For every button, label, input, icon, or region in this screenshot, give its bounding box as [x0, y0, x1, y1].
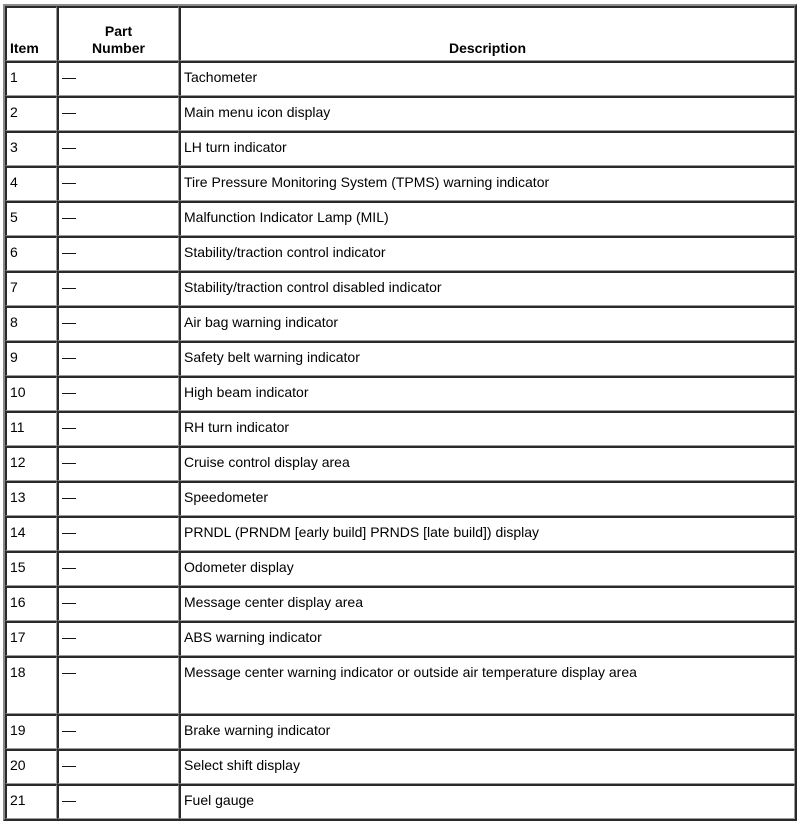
row-description: Odometer display [179, 551, 795, 586]
row-description: Tire Pressure Monitoring System (TPMS) warning indicator [179, 166, 795, 201]
row-part-number: — [57, 306, 179, 341]
row-part-number: — [57, 656, 179, 714]
row-description: Speedometer [179, 481, 795, 516]
table-row [5, 96, 795, 131]
row-part-number: — [57, 61, 179, 96]
table-row [5, 341, 795, 376]
parts-table-container [3, 4, 797, 821]
row-description: Tachometer [179, 61, 795, 96]
row-description: Safety belt warning indicator [179, 341, 795, 376]
row-item: 21 [5, 784, 57, 819]
row-description: Message center display area [179, 586, 795, 621]
row-part-number: — [57, 341, 179, 376]
row-description: Stability/traction control indicator [179, 236, 795, 271]
row-part-number: — [57, 714, 179, 749]
table-body [5, 61, 795, 819]
table-row [5, 749, 795, 784]
row-description: Cruise control display area [179, 446, 795, 481]
table-row [5, 411, 795, 446]
row-item: 2 [5, 96, 57, 131]
row-part-number: — [57, 586, 179, 621]
row-part-number: — [57, 376, 179, 411]
row-item: 9 [5, 341, 57, 376]
row-description: PRNDL (PRNDM [early build] PRNDS [late build]) display [179, 516, 795, 551]
row-part-number: — [57, 749, 179, 784]
table-row [5, 166, 795, 201]
row-description: High beam indicator [179, 376, 795, 411]
parts-table [3, 4, 797, 821]
row-description: Malfunction Indicator Lamp (MIL) [179, 201, 795, 236]
row-item: 19 [5, 714, 57, 749]
table-row [5, 271, 795, 306]
row-item: 12 [5, 446, 57, 481]
row-item: 14 [5, 516, 57, 551]
row-part-number: — [57, 446, 179, 481]
row-part-number: — [57, 411, 179, 446]
row-description: Fuel gauge [179, 784, 795, 819]
row-description: Select shift display [179, 749, 795, 784]
row-item: 3 [5, 131, 57, 166]
row-description: Stability/traction control disabled indicator [179, 271, 795, 306]
row-part-number: — [57, 551, 179, 586]
row-item: 17 [5, 621, 57, 656]
row-item: 13 [5, 481, 57, 516]
table-row [5, 516, 795, 551]
row-item: 10 [5, 376, 57, 411]
table-row [5, 551, 795, 586]
row-item: 8 [5, 306, 57, 341]
row-description: RH turn indicator [179, 411, 795, 446]
row-description: LH turn indicator [179, 131, 795, 166]
row-part-number: — [57, 621, 179, 656]
table-row [5, 784, 795, 819]
row-part-number: — [57, 236, 179, 271]
row-part-number: — [57, 131, 179, 166]
row-description: Message center warning indicator or outside air temperature display area [179, 656, 795, 714]
row-item: 11 [5, 411, 57, 446]
row-item: 4 [5, 166, 57, 201]
row-description: Main menu icon display [179, 96, 795, 131]
row-part-number: — [57, 784, 179, 819]
row-part-number: — [57, 516, 179, 551]
header-description: Description [179, 6, 795, 61]
table-row [5, 61, 795, 96]
row-description: Brake warning indicator [179, 714, 795, 749]
row-item: 7 [5, 271, 57, 306]
row-part-number: — [57, 96, 179, 131]
table-header-row [5, 6, 795, 61]
row-item: 15 [5, 551, 57, 586]
header-part-number [57, 6, 179, 61]
row-part-number: — [57, 166, 179, 201]
table-row [5, 621, 795, 656]
table-row [5, 714, 795, 749]
header-part-number-label: Part Number [92, 23, 145, 56]
row-part-number: — [57, 271, 179, 306]
table-row [5, 586, 795, 621]
row-item: 1 [5, 61, 57, 96]
row-item: 16 [5, 586, 57, 621]
table-row [5, 201, 795, 236]
table-row [5, 446, 795, 481]
row-part-number: — [57, 481, 179, 516]
table-row [5, 481, 795, 516]
table-row [5, 236, 795, 271]
row-item: 18 [5, 656, 57, 714]
row-item: 5 [5, 201, 57, 236]
table-row [5, 306, 795, 341]
row-description: ABS warning indicator [179, 621, 795, 656]
table-row [5, 376, 795, 411]
row-item: 20 [5, 749, 57, 784]
row-item: 6 [5, 236, 57, 271]
header-item: Item [5, 6, 57, 61]
row-part-number: — [57, 201, 179, 236]
table-row [5, 131, 795, 166]
table-row [5, 656, 795, 714]
row-description: Air bag warning indicator [179, 306, 795, 341]
